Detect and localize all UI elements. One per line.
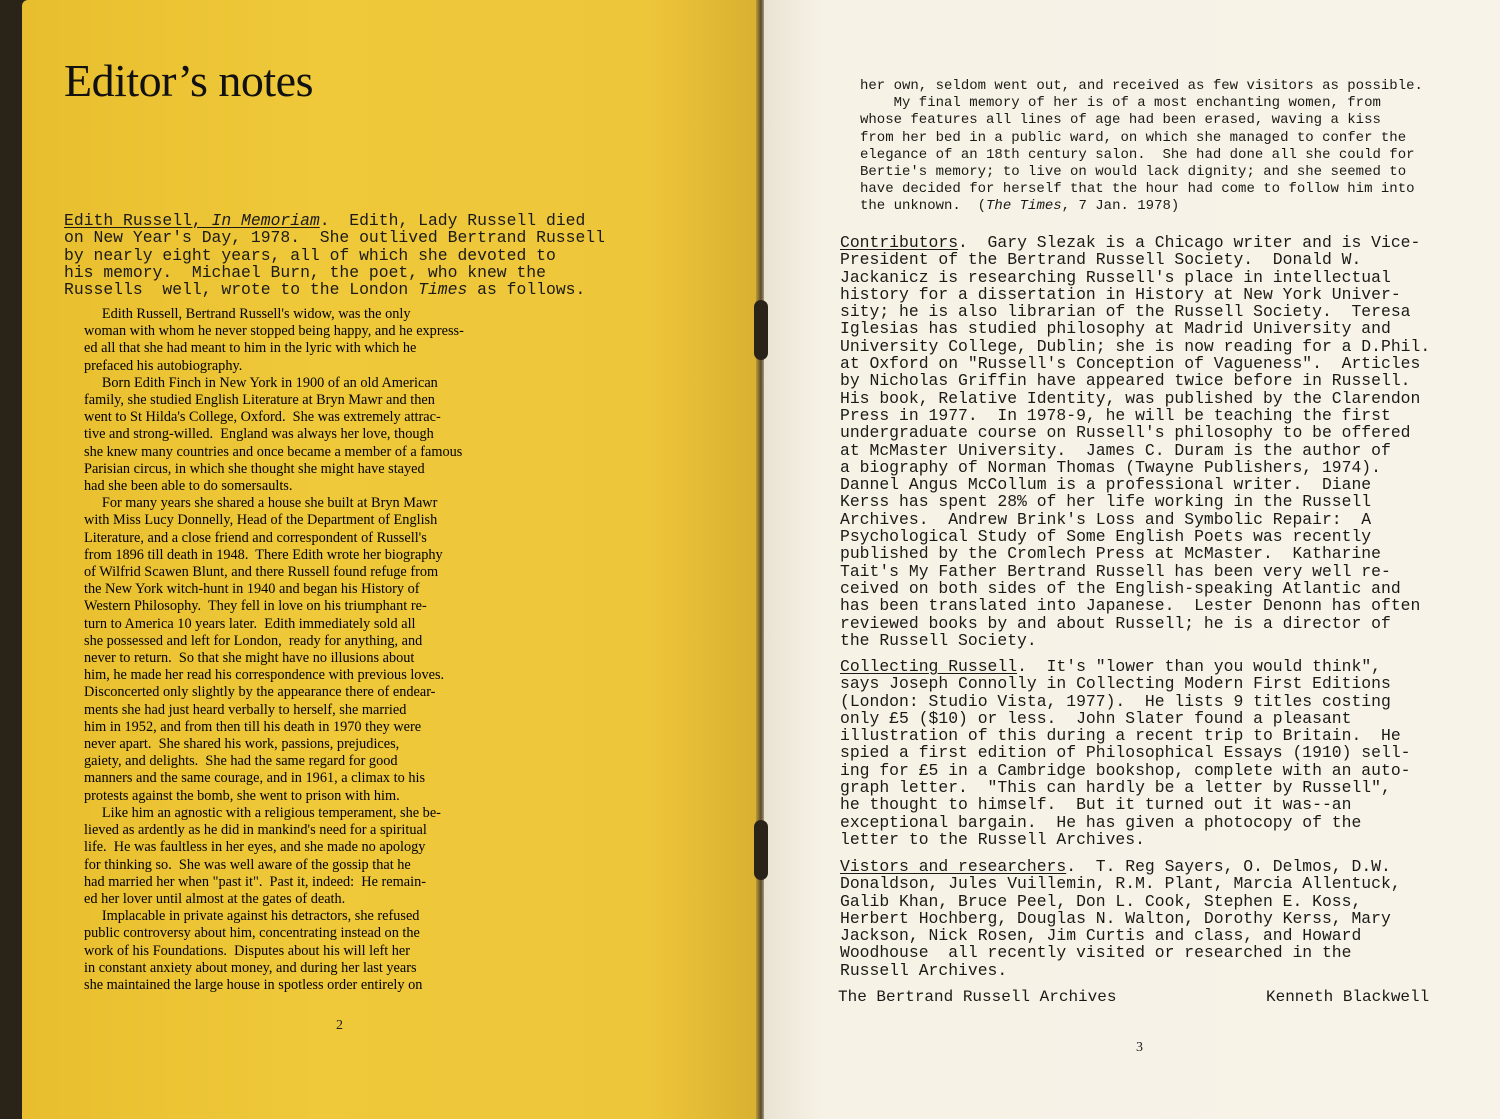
text-line: tive and strong-willed. England was always her love, though bbox=[84, 426, 434, 443]
text-line: Edith Russell, Bertrand Russell's widow, was the only bbox=[84, 306, 411, 322]
text-line: ed her lover until almost at the gates of death. bbox=[84, 890, 346, 907]
text-line: lieved as ardently as he did in mankind's need for a spiritual bbox=[84, 822, 427, 839]
text-line: Psychological Study of Some English Poets was recently bbox=[840, 527, 1372, 547]
text-line: Literature, and a close friend and correspondent of Russell's bbox=[84, 529, 427, 546]
text-line: from 1896 till death in 1948. There Edith wrote her biography bbox=[84, 546, 443, 563]
binding-notch bbox=[754, 300, 768, 360]
text-line: Dannel Angus McCollum is a professional writer. Diane bbox=[840, 475, 1372, 495]
text-line: . T. Reg Sayers, O. Delmos, D.W. bbox=[1066, 857, 1391, 876]
text-line: Press in 1977. In 1978-9, he will be teaching the first bbox=[840, 405, 1391, 425]
text-line: at Oxford on "Russell's Conception of Vagueness". Articles bbox=[840, 354, 1421, 374]
text-line: undergraduate course on Russell's philosophy to be offered bbox=[840, 423, 1411, 443]
text-line: the unknown. ( bbox=[860, 198, 987, 215]
text-line: work of his Foundations. Disputes about his will left her bbox=[84, 942, 411, 959]
text-line: for thinking so. She was well aware of the gossip that he bbox=[84, 856, 411, 873]
text-line: never apart. She shared his work, passions, prejudices, bbox=[84, 736, 400, 753]
text-line: President of the Bertrand Russell Society. Donald W. bbox=[840, 250, 1362, 270]
text-line: Bertie's memory; to live on would lack dignity; and she seemed to bbox=[860, 164, 1407, 181]
collecting-section bbox=[840, 658, 1411, 848]
text-line: the New York witch-hunt in 1940 and began his History of bbox=[84, 581, 420, 598]
text-line: Disconcerted only slightly by the appearance there of endear- bbox=[84, 684, 436, 701]
text-line: at McMaster University. James C. Duram is the author of bbox=[840, 440, 1391, 460]
text-line: Russell Archives. bbox=[840, 960, 1008, 980]
text-line: letter to the Russell Archives. bbox=[840, 829, 1145, 849]
text-line: elegance of an 18th century salon. She had done all she could for bbox=[860, 146, 1415, 163]
text-line: him in 1952, and from then till his death in 1970 they were bbox=[84, 718, 422, 735]
text-line: in constant anxiety about money, and during her last years bbox=[84, 959, 417, 976]
text-line: Jackson, Nick Rosen, Jim Curtis and class, and Howard bbox=[840, 926, 1362, 946]
text-line: sity; he is also librarian of the Russell Society. Teresa bbox=[840, 302, 1411, 322]
visitors-section bbox=[840, 858, 1401, 979]
text-line: ments she had just heard verbally to herself, she married bbox=[84, 701, 407, 718]
binding-notch bbox=[754, 820, 768, 880]
text-line: ceived on both sides of the English-speaking Atlantic and bbox=[840, 578, 1401, 598]
text-line: had married her when "past it". Past it, indeed: He remain- bbox=[84, 873, 426, 890]
text-line: spied a first edition of Philosophical Essays (1910) sell- bbox=[840, 743, 1411, 763]
text-line: published by the Cromlech Press at McMaster. Katharine bbox=[840, 544, 1381, 564]
text-line: she possessed and left for London, ready for anything, and bbox=[84, 632, 423, 649]
text-line: Archives. Andrew Brink's Loss and Symbolic Repair: A bbox=[840, 509, 1372, 529]
text-line: only £5 ($10) or less. John Slater found a pleasant bbox=[840, 708, 1352, 728]
text-line: turn to America 10 years later. Edith immediately sold all bbox=[84, 615, 416, 632]
text-line: Implacable in private against his detractors, she refused bbox=[84, 908, 420, 925]
text-line: . Gary Slezak is a Chicago writer and is Vice- bbox=[958, 233, 1421, 252]
text-line: a biography of Norman Thomas (Twayne Publishers, 1974). bbox=[840, 457, 1381, 477]
text-line: Parisian circus, in which she thought she might have stayed bbox=[84, 460, 425, 477]
text-line: Born Edith Finch in New York in 1900 of an old American bbox=[84, 374, 438, 391]
text-line: My final memory of her is of a most enchanting women, from bbox=[860, 95, 1381, 112]
text-line: Western Philosophy. They fell in love on his triumphant re- bbox=[84, 598, 427, 615]
memoriam-quote-continued bbox=[860, 78, 1423, 216]
memoriam-heading: Edith Russell, In Memoriam bbox=[64, 211, 320, 230]
text-line: prefaced his autobiography. bbox=[84, 357, 243, 374]
text-line: reviewed books by and about Russell; he is a director of bbox=[840, 613, 1391, 633]
text-line: Tait's My Father Bertrand Russell has been very well re- bbox=[840, 561, 1391, 581]
page-number-left: 2 bbox=[336, 1018, 343, 1033]
text-line: manners and the same courage, and in 1961, a climax to his bbox=[84, 770, 426, 787]
page-title: Editor’s notes bbox=[64, 55, 313, 106]
text-line: says Joseph Connolly in Collecting Modern First Editions bbox=[840, 674, 1391, 694]
text-line: Donaldson, Jules Vuillemin, R.M. Plant, Marcia Allentuck, bbox=[840, 874, 1401, 894]
text-line: ed all that she had meant to him in the lyric with which he bbox=[84, 340, 417, 357]
text-line: by Nicholas Griffin have appeared twice before in Russell. bbox=[840, 371, 1411, 391]
quote-source-title: The Times bbox=[986, 198, 1062, 215]
text-line: Kerss has spent 28% of her life working in the Russell bbox=[840, 492, 1372, 512]
text-line: gaiety, and delights. She had the same regard for good bbox=[84, 753, 398, 770]
text-line: the Russell Society. bbox=[840, 630, 1037, 650]
text-line: Herbert Hochberg, Douglas N. Walton, Dorothy Kerss, Mary bbox=[840, 908, 1391, 928]
text-line: of Wilfrid Scawen Blunt, and there Russell found refuge from bbox=[84, 564, 439, 581]
text-line: from her bed in a public ward, on which she managed to confer the bbox=[860, 129, 1407, 146]
text-line: graph letter. "This can hardly be a letter by Russell", bbox=[840, 778, 1391, 798]
collecting-heading: Collecting Russell bbox=[840, 657, 1018, 676]
text-line: has been translated into Japanese. Lester Denonn has often bbox=[840, 596, 1421, 616]
text-line: she maintained the large house in spotless order entirely on bbox=[84, 976, 423, 993]
text-line: whose features all lines of age had been erased, waving a kiss bbox=[860, 112, 1381, 129]
text-line: him, he made her read his correspondence with previous loves. bbox=[84, 667, 445, 684]
text-line: he thought to himself. But it turned out it was--an bbox=[840, 795, 1352, 815]
signature-archives: The Bertrand Russell Archives bbox=[838, 988, 1117, 1006]
text-line: . It's "lower than you would think", bbox=[1017, 657, 1381, 676]
page-number-right: 3 bbox=[1136, 1040, 1143, 1055]
text-line: with Miss Lucy Donnelly, Head of the Department of English bbox=[84, 512, 438, 529]
text-line: Woodhouse all recently visited or researched in the bbox=[840, 943, 1352, 963]
text-line: University College, Dublin; she is now reading for a D.Phil. bbox=[840, 336, 1431, 356]
text-line: woman with whom he never stopped being happy, and he express- bbox=[84, 323, 464, 340]
text-line: Galib Khan, Bruce Peel, Don L. Cook, Stephen E. Koss, bbox=[840, 891, 1362, 911]
contributors-section bbox=[840, 234, 1430, 649]
text-line: Jackanicz is researching Russell's place in intellectual bbox=[840, 267, 1391, 287]
text-line: exceptional bargain. He has given a photocopy of the bbox=[840, 812, 1362, 832]
text-line: she knew many countries and once became a member of a famous bbox=[84, 443, 463, 460]
text-line: had she been able to do somersaults. bbox=[84, 478, 293, 495]
text-line: ing for £5 in a Cambridge bookshop, complete with an auto- bbox=[840, 760, 1411, 780]
text-line: life. He was faultless in her eyes, and she made no apology bbox=[84, 839, 426, 856]
memoriam-quote bbox=[84, 306, 464, 994]
text-line: protests against the bomb, she went to prison with him. bbox=[84, 787, 400, 804]
text-line: never to return. So that she might have no illusions about bbox=[84, 650, 415, 667]
quote-source-date: , 7 Jan. 1978) bbox=[1061, 198, 1180, 215]
text-line: His book, Relative Identity, was published by the Clarendon bbox=[840, 388, 1421, 408]
text-line: have decided for herself that the hour had come to follow him into bbox=[860, 181, 1415, 198]
signature-editor: Kenneth Blackwell bbox=[1266, 988, 1430, 1006]
contributors-heading: Contributors bbox=[840, 233, 959, 252]
text-line: (London: Studio Vista, 1977). He lists 9 titles costing bbox=[840, 691, 1391, 711]
visitors-heading: Vistors and researchers bbox=[840, 857, 1067, 876]
text-line: family, she studied English Literature at Bryn Mawr and then bbox=[84, 392, 435, 409]
text-line: public controversy about him, concentrating instead on the bbox=[84, 925, 420, 942]
text-line: Iglesias has studied philosophy at Madrid University and bbox=[840, 319, 1391, 339]
text-line: For many years she shared a house she built at Bryn Mawr bbox=[84, 495, 438, 512]
text-line: history for a dissertation in History at New York Univer- bbox=[840, 284, 1401, 304]
text-line: went to St Hilda's College, Oxford. She was extremely attrac- bbox=[84, 409, 441, 426]
memoriam-lead-paragraph: Edith Russell, In Memoriam. Edith, Lady Russell died on New Year's Day, 1978. She outlived Bertrand Russell by nearly eight years, all of which she devoted to his memory. Michael Burn, the poet, who knew the Russells well, wrote to the London Times as follows. bbox=[64, 211, 605, 300]
text-line: Like him an agnostic with a religious temperament, she be- bbox=[84, 804, 441, 821]
text-line: illustration of this during a recent trip to Britain. He bbox=[840, 726, 1401, 746]
text-line: her own, seldom went out, and received as few visitors as possible. bbox=[860, 78, 1423, 94]
